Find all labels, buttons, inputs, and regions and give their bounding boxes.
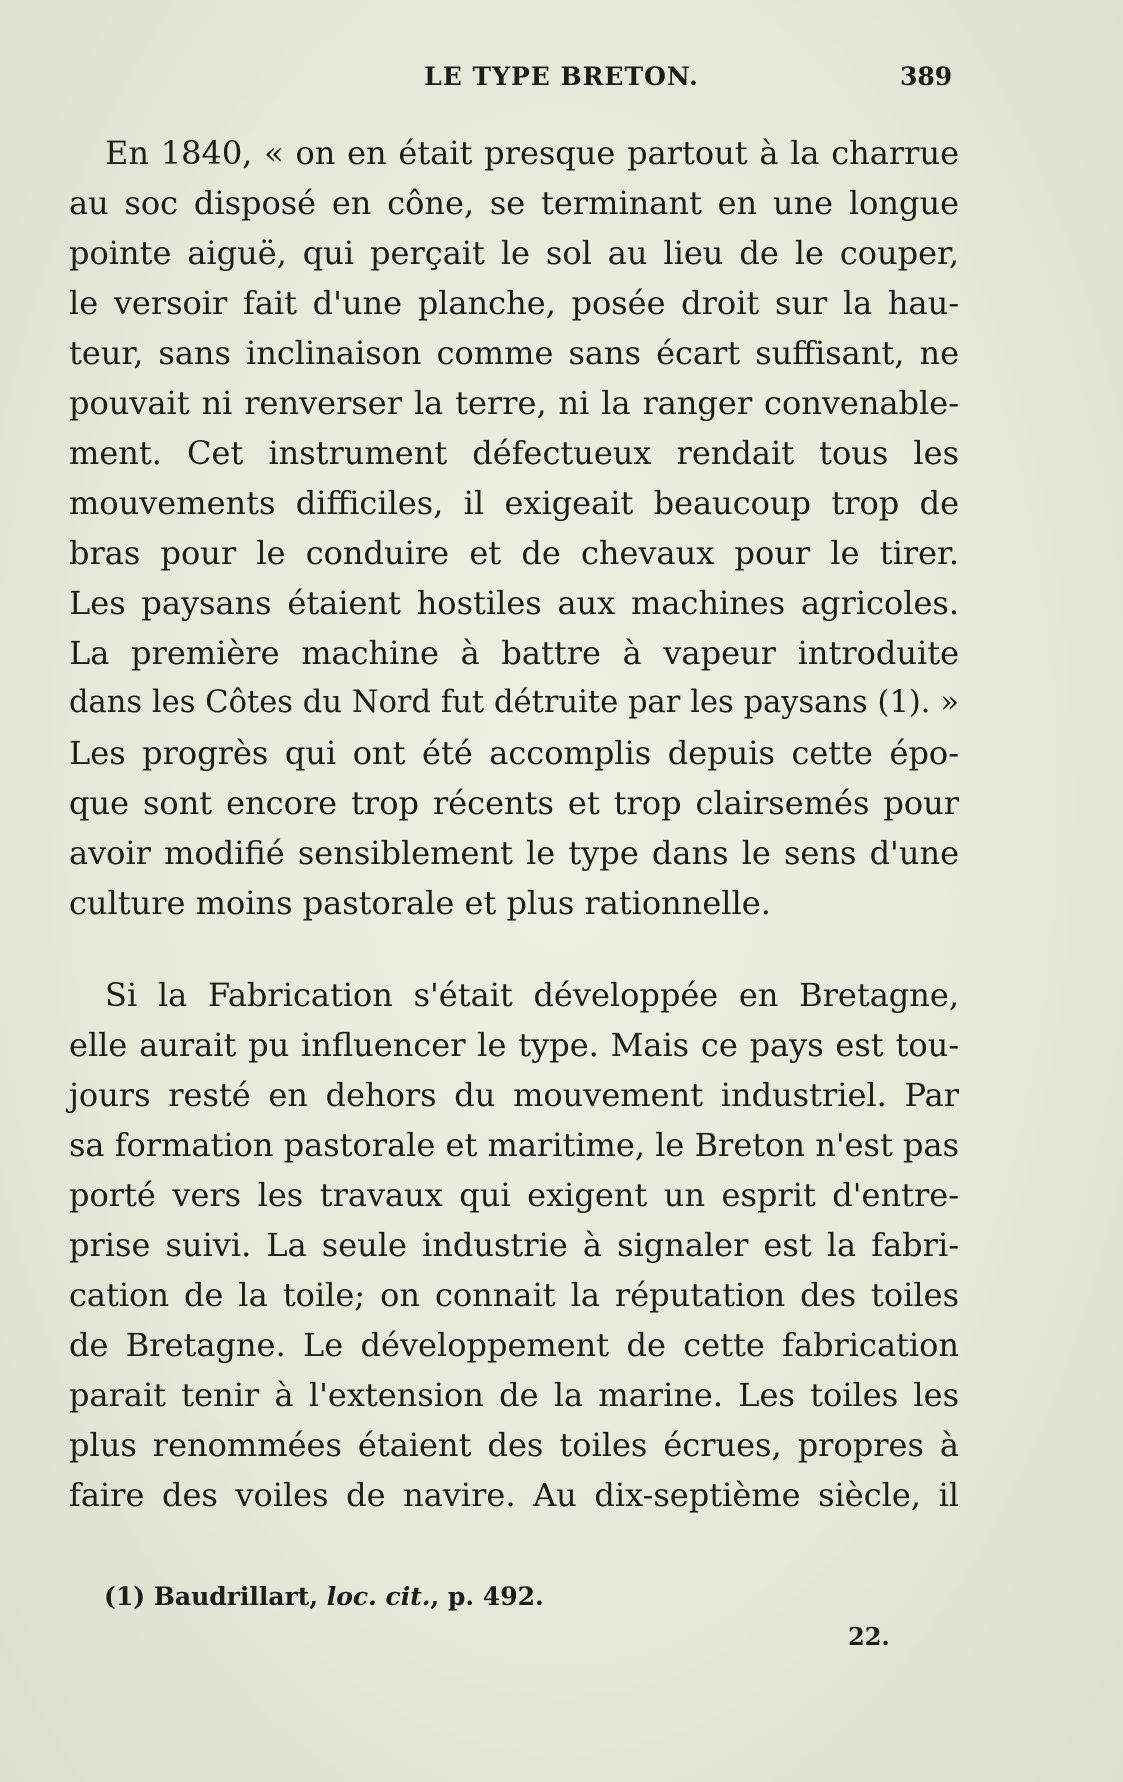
text-line: sa formation pastorale et maritime, le Breton n'est pas xyxy=(69,1126,959,1164)
text-line: parait tenir à l'extension de la marine. Les toiles les xyxy=(69,1376,959,1414)
text-line: pouvait ni renverser la terre, ni la ranger convenable- xyxy=(69,384,959,422)
text-line: prise suivi. La seule industrie à signaler est la fabri- xyxy=(69,1226,959,1264)
text-line: bras pour le conduire et de chevaux pour le tirer. xyxy=(69,534,959,572)
footnote-reference: (1) Baudrillart, xyxy=(104,1582,327,1611)
text-line: pointe aiguë, qui perçait le sol au lieu de le couper, xyxy=(69,234,959,272)
text-line: Les progrès qui ont été accomplis depuis cette épo- xyxy=(69,734,959,772)
text-line: le versoir fait d'une planche, posée droit sur la hau- xyxy=(69,284,959,322)
text-line: Les paysans étaient hostiles aux machines agricoles. xyxy=(69,584,959,622)
footnote-work: loc. cit. xyxy=(326,1582,431,1611)
text-line: culture moins pastorale et plus rationnelle. xyxy=(69,884,771,922)
text-line: ment. Cet instrument défectueux rendait tous les xyxy=(69,434,959,472)
text-line: mouvements difficiles, il exigeait beaucoup trop de xyxy=(69,484,959,522)
text-line: teur, sans inclinaison comme sans écart suffisant, ne xyxy=(69,334,959,372)
text-line: Si la Fabrication s'était développée en Bretagne, xyxy=(105,976,959,1014)
text-line: faire des voiles de navire. Au dix-septième siècle, il xyxy=(69,1476,959,1514)
footnote xyxy=(104,1582,544,1611)
text-line: jours resté en dehors du mouvement industriel. Par xyxy=(69,1076,959,1114)
text-line: porté vers les travaux qui exigent un esprit d'entre- xyxy=(69,1176,959,1214)
text-line: que sont encore trop récents et trop clairsemés pour xyxy=(69,784,959,822)
paragraph-1 xyxy=(69,128,959,928)
text-line: elle aurait pu influencer le type. Mais ce pays est tou- xyxy=(69,1026,959,1064)
running-head xyxy=(0,62,1123,102)
text-line: dans les Côtes du Nord fut détruite par les paysans (1). » xyxy=(69,685,959,720)
page-number: 389 xyxy=(900,62,953,91)
text-line: plus renommées étaient des toiles écrues, propres à xyxy=(69,1426,959,1464)
text-line: avoir modifié sensiblement le type dans le sens d'une xyxy=(69,834,959,872)
paragraph-2 xyxy=(69,970,959,1520)
text-line: de Bretagne. Le développement de cette fabrication xyxy=(69,1326,959,1364)
text-line: La première machine à battre à vapeur introduite xyxy=(69,634,959,672)
text-line: En 1840, « on en était presque partout à la charrue xyxy=(105,134,959,172)
text-line: au soc disposé en cône, se terminant en une longue xyxy=(69,184,959,222)
running-title: LE TYPE BRETON. xyxy=(424,62,699,91)
footnote-page: , p. 492. xyxy=(430,1582,544,1611)
text-line: cation de la toile; on connait la réputation des toiles xyxy=(69,1276,959,1314)
signature-mark: 22. xyxy=(848,1622,890,1651)
